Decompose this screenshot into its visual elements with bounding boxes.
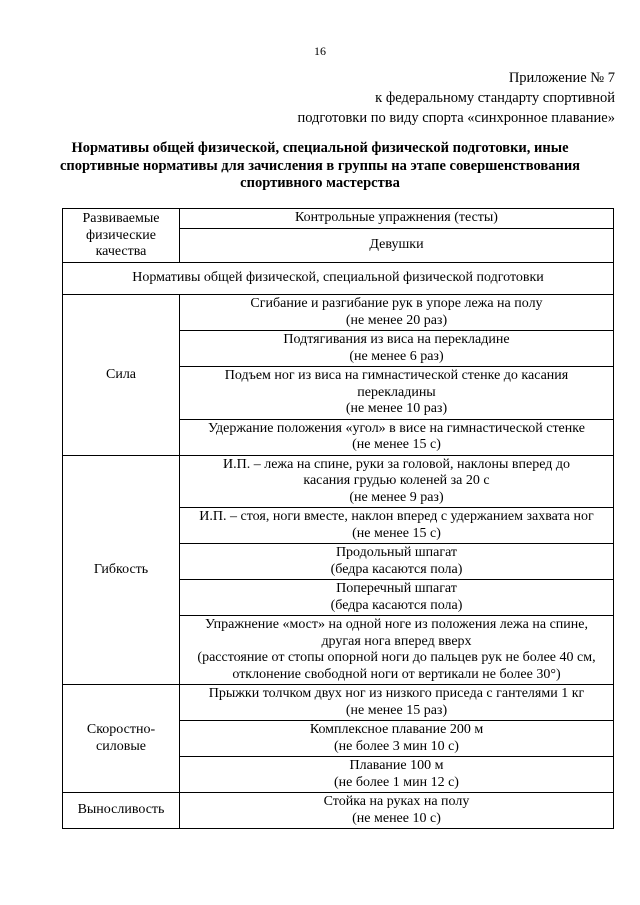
- test-text: Сгибание и разгибание рук в упоре лежа на полу: [250, 296, 543, 311]
- table-row: [63, 685, 614, 721]
- test-text: Удержание положения «угол» в висе на гимнастической стенке: [208, 420, 585, 436]
- table-row: [63, 455, 614, 508]
- appendix-heading: [297, 68, 615, 128]
- header-quality-cell: [63, 209, 180, 263]
- test-text: перекладины: [357, 384, 436, 400]
- header-gender-cell: Девушки: [180, 229, 614, 263]
- appendix-line: к федеральному стандарту спортивной: [375, 90, 615, 106]
- document-title: [40, 140, 600, 193]
- test-text: Поперечный шпагат: [336, 581, 457, 596]
- test-norm: (не менее 10 с): [352, 810, 441, 826]
- appendix-line: Приложение № 7: [508, 70, 615, 86]
- quality-cell-flexibility: Гибкость: [63, 455, 180, 685]
- test-norm: (не менее 6 раз): [349, 348, 444, 364]
- quality-cell-speed-strength: [63, 685, 180, 793]
- quality-cell-endurance: Выносливость: [63, 793, 180, 829]
- test-text: И.П. – лежа на спине, руки за головой, наклоны вперед до: [223, 456, 570, 472]
- header-tests-cell: Контрольные упражнения (тесты): [180, 209, 614, 229]
- test-norm: (бедра касаются пола): [330, 561, 463, 577]
- test-norm: (не более 1 мин 12 с): [334, 774, 459, 790]
- quality-name-line: Скоростно-: [86, 722, 156, 737]
- test-text: Упражнение «мост» на одной ноге из положения лежа на спине,: [205, 617, 588, 632]
- test-cell: [180, 616, 614, 685]
- title-line: спортивные нормативы для зачисления в группы на этапе совершенствования: [59, 157, 581, 174]
- quality-name-line: силовые: [96, 738, 146, 754]
- test-norm: (не менее 20 раз): [345, 312, 448, 328]
- test-text: Подъем ног из виса на гимнастической стенке до касания: [224, 368, 569, 383]
- page-number: 16: [314, 44, 326, 58]
- test-cell: [180, 757, 614, 793]
- title-line: Нормативы общей физической, специальной физической подготовки, иные: [71, 140, 569, 156]
- norms-table: [62, 208, 614, 829]
- test-cell: [180, 455, 614, 508]
- table-header-row: [63, 209, 614, 229]
- test-text: Продольный шпагат: [335, 545, 458, 560]
- header-quality-line: качества: [95, 244, 147, 259]
- test-cell: [180, 793, 614, 829]
- section-title-cell: Нормативы общей физической, специальной физической подготовки: [63, 263, 614, 295]
- test-norm: (не менее 10 раз): [345, 401, 448, 416]
- test-norm: (не менее 15 с): [352, 525, 441, 541]
- test-cell: [180, 721, 614, 757]
- test-norm: (не менее 15 раз): [345, 702, 448, 718]
- table-row: [63, 793, 614, 829]
- table-row: [63, 295, 614, 331]
- test-cell: [180, 331, 614, 367]
- test-cell: [180, 367, 614, 420]
- test-norm: (бедра касаются пола): [330, 597, 463, 613]
- test-norm: (расстояние от стопы опорной ноги до пальцев рук не более 40 см,: [197, 650, 596, 665]
- header-quality-line: физические: [86, 227, 156, 243]
- test-norm: отклонение свободной ноги от вертикали не более 30°): [232, 666, 561, 682]
- test-norm: (не более 3 мин 10 с): [334, 738, 459, 754]
- test-cell: [180, 508, 614, 544]
- test-norm: (не менее 15 с): [352, 437, 441, 452]
- test-text: касания грудью коленей за 20 с: [303, 473, 490, 488]
- test-text: Плавание 100 м: [349, 758, 444, 773]
- title-line: спортивного мастерства: [240, 175, 400, 191]
- section-row: [63, 263, 614, 295]
- test-text: И.П. – стоя, ноги вместе, наклон вперед с удержанием захвата ног: [199, 509, 594, 524]
- test-text: Прыжки толчком двух ног из низкого приседа с гантелями 1 кг: [208, 686, 585, 701]
- header-quality-line: Развиваемые: [82, 211, 160, 226]
- test-cell: [180, 685, 614, 721]
- appendix-line: подготовки по виду спорта «синхронное плавание»: [297, 110, 615, 126]
- test-cell: [180, 295, 614, 331]
- test-text: Подтягивания из виса на перекладине: [283, 332, 510, 347]
- test-text: другая нога вперед вверх: [321, 633, 472, 649]
- test-cell: [180, 419, 614, 455]
- quality-cell-strength: Сила: [63, 295, 180, 456]
- test-cell: [180, 580, 614, 616]
- test-cell: [180, 544, 614, 580]
- test-norm: (не менее 9 раз): [349, 489, 444, 505]
- test-text: Комплексное плавание 200 м: [309, 722, 484, 737]
- test-text: Стойка на руках на полу: [323, 794, 470, 809]
